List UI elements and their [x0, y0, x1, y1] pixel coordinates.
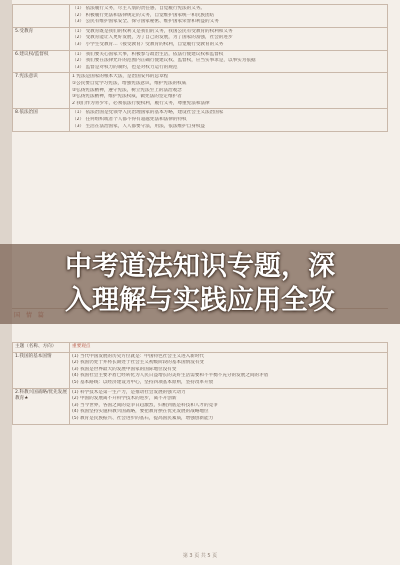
content-line: (4) 我国社会主要矛盾已经转化为人民日益增长的美好生活需要和不平衡不充分的发展之间的矛盾: [72, 373, 269, 379]
content-line: (5) 基本路线：以经济建设为中心，坚持四项基本原则，坚持改革开放: [72, 379, 214, 385]
content-line: （1） 依法治国是党领导人民治理国家的基本方略，建设社会主义法治国家: [72, 110, 224, 116]
content-line: （3） 生活在法治国家，人人都要守法，用法，依法维护自身权益: [72, 123, 206, 129]
content-line: ②弘扬宪法精神，遵守宪法，树立宪法至上的法治观念: [72, 87, 182, 93]
content-line: 1 宪法是国家的根本大法，是治国安邦的总章程: [72, 74, 169, 80]
row-topic: 2.科教兴国战略/优先发展教育★: [13, 388, 70, 424]
content-line: （2） 受教育能让人更好发展，为了自己的发展，为了国家的富强，社会的进步: [72, 35, 233, 41]
row-content: [70, 27, 388, 50]
content-line: (1) 科学技术是第一生产力，是推动社会发展的强大动力: [72, 389, 186, 395]
content-line: (2) 我国仍处于并将长期处于社会主义初级阶段的基本国情没有变: [72, 360, 205, 366]
table-row: [13, 27, 388, 50]
content-line: (5) 教育是民族振兴、社会进步的基石，提高国民素质，增强创新能力: [72, 415, 214, 421]
content-line: （3） 公民有维护国家安全、保守国家秘密、维护国家荣誉和利益的义务: [72, 19, 219, 25]
table-row: [13, 109, 388, 132]
content-line: ①公民要自觉学习宪法，增强宪法意识，维护宪法的权威: [72, 80, 187, 86]
content-line: （1） 依法履行义务，尽主人翁的责任感，自觉履行宪法的义务。: [72, 6, 206, 11]
headline-line-2: 入理解与实践应用全攻: [65, 285, 335, 316]
table-row: [13, 352, 388, 388]
lower-knowledge-table: [12, 342, 388, 425]
row-content: [70, 5, 388, 28]
content-line: （1） 我们要关心国家大事，积极参与政治生活，依法行使建议权和监督权: [72, 51, 224, 57]
content-line: （3） 小学生受教育…（接受教育）受教育的权利，自觉履行受教育的义务: [72, 41, 224, 47]
content-line: (2) 中国的发展离不开科学技术的进步，离不开创新: [72, 396, 177, 402]
table-row: [13, 73, 388, 109]
table-row: [13, 5, 388, 28]
row-content: [70, 388, 388, 424]
row-topic: [13, 5, 70, 28]
content-line: (3) 当今世界，各国之间的竞争日趋激烈，归根到底是科技和人才的竞争: [72, 402, 218, 408]
row-content: [70, 109, 388, 132]
content-line: (3) 我国是世界最大的发展中国家的国际地位没有变: [72, 366, 177, 372]
row-topic: 8.依法治国: [13, 109, 70, 132]
content-line: （3） 监督是对权力的制约，也是对权力运行的规范: [72, 64, 178, 70]
content-line: （2） 积极履行宪法和法律规定的义务，自觉维护国家统一和民族团结: [72, 12, 215, 18]
row-topic: 5.受教育: [13, 27, 70, 50]
row-content: [70, 352, 388, 388]
row-topic: 7.宪法意识: [13, 73, 70, 109]
row-content: [70, 50, 388, 73]
content-line: (4) 我国坚持实施科教兴国战略，要把教育摆在优先发展的战略地位: [72, 409, 209, 415]
page-footer: 第 3 页 共 5 页: [182, 553, 218, 559]
upper-knowledge-table: [12, 4, 388, 132]
row-topic: 1.我国的基本国情: [13, 352, 70, 388]
content-line: （1） 受教育既是我们的权利又是我们的义务，我国公民有受教育的权利和义务: [72, 28, 233, 34]
row-topic: 6.建议权/监督权: [13, 50, 70, 73]
content-line: （2） 任何组织或者个人都不得有超越宪法和法律的特权: [72, 116, 187, 122]
table-row: [13, 50, 388, 73]
content-line: 2 我们作为青少年，必须依法行使权利，履行义务，尊重宪法和法律: [72, 100, 210, 106]
content-line: ③弘扬宪法精神，维护宪法权威，做宪法的坚定维护者: [72, 94, 182, 100]
table-header-row: [13, 343, 388, 353]
headline-line-1: 中考道法知识专题，深: [65, 251, 335, 282]
content-line: (1) 当代中国发展的历史方位就是：中国特色社会主义进入新时代: [72, 353, 205, 359]
header-content: 重要观点: [70, 343, 388, 353]
content-line: （2） 我们要在法律允许的范围内正确行使建议权、监督权，应当实事求是，以事实为依据: [72, 58, 256, 64]
table-row: [13, 388, 388, 424]
row-content: [70, 73, 388, 109]
header-topic: 主题（名称、方向）: [13, 343, 70, 353]
